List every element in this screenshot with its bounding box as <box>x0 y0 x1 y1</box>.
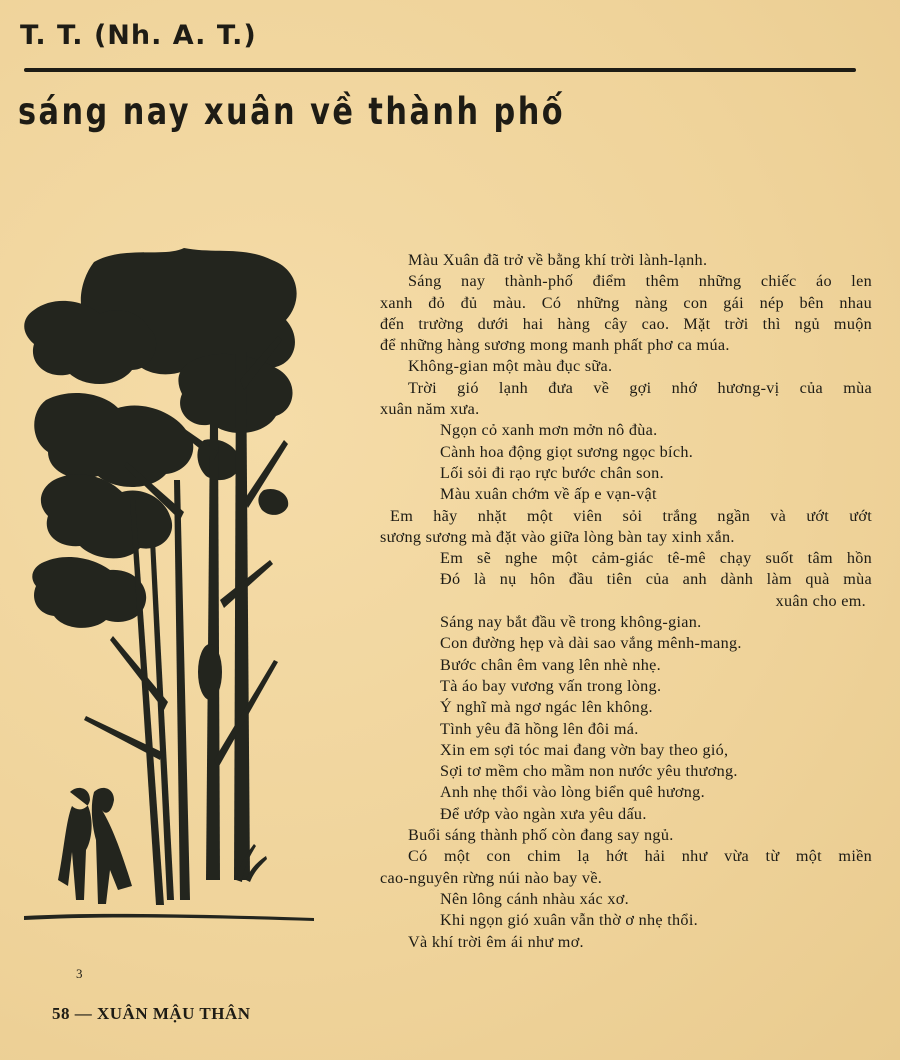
article-title: sáng nay xuân về thành phố <box>18 90 566 133</box>
poem-line: Và khí trời êm ái như mơ. <box>408 932 584 951</box>
poem-line: xanh đỏ đủ màu. Có những nàng con gái nép bên nhau <box>380 293 872 312</box>
folio-mark: 3 <box>76 966 83 981</box>
poem-line: Trời gió lạnh đưa về gợi nhớ hương-vị của mùa <box>408 378 872 397</box>
poem-line: xuân cho em. <box>775 591 866 610</box>
poem-line: Ý nghĩ mà ngơ ngác lên không. <box>440 698 653 717</box>
poem-line: Có một con chim lạ hớt hải như vừa từ một miền <box>408 847 872 866</box>
poem-line: Sợi tơ mềm cho mầm non nước yêu thương. <box>440 762 738 781</box>
poem-line: Sáng nay bắt đầu về trong không-gian. <box>440 613 702 632</box>
poem-line: Không-gian một màu đục sữa. <box>408 357 613 376</box>
poem-body <box>380 250 872 953</box>
poem-line: Khi ngọn gió xuân vẫn thờ ơ nhẹ thổi. <box>440 911 698 930</box>
poem-line: Lối sỏi đi rạo rực bước chân son. <box>440 463 664 482</box>
header-rule <box>24 68 856 72</box>
poem-line: Buổi sáng thành phố còn đang say ngủ. <box>408 826 674 845</box>
poem-line: Em hãy nhặt một viên sỏi trắng ngần và ướt ướt <box>390 506 872 525</box>
poem-line: Con đường hẹp và dài sao vắng mênh-mang. <box>440 634 742 653</box>
poem-line: xuân năm xưa. <box>380 400 480 419</box>
poem-line: Cành hoa động giọt sương ngọc bích. <box>440 442 694 461</box>
poem-line: cao-nguyên rừng núi nào bay về. <box>380 868 603 887</box>
poem-line: Em sẽ nghe một cảm-giác tê-mê chạy suốt tâm hồn <box>440 549 872 568</box>
poem-line: Màu xuân chớm về ấp e vạn-vật <box>440 485 657 504</box>
poem-line: đến trường dưới hai hàng cây cao. Mặt trời thì ngủ muộn <box>380 314 872 333</box>
poem-line: Màu Xuân đã trở về bằng khí trời lành-lạnh. <box>408 251 708 269</box>
poem-line: Xin em sợi tóc mai đang vờn bay theo gió, <box>440 740 729 759</box>
poem-line: để những hàng sương mong manh phất phơ ca múa. <box>380 336 730 355</box>
poem-line: Để ướp vào ngàn xưa yêu dấu. <box>440 804 647 823</box>
poem-line: sương sương mà đặt vào giữa lòng bàn tay xinh xắn. <box>380 527 735 546</box>
poem-line: Bước chân êm vang lên nhè nhẹ. <box>440 655 661 674</box>
poem-line: Sáng nay thành-phố điểm thêm những chiếc áo len <box>408 272 872 291</box>
poem-line: Nên lông cánh nhàu xác xơ. <box>440 889 629 908</box>
poem-line: Anh nhẹ thổi vào lòng biển quê hương. <box>440 783 705 802</box>
page-footer: 58 — XUÂN MẬU THÂN <box>52 1004 251 1023</box>
author-byline: T. T. (Nh. A. T.) <box>20 20 257 51</box>
tree-couple-illustration-icon <box>14 240 324 940</box>
poem-line: Đó là nụ hôn đầu tiên của anh dành làm quà mùa <box>440 570 872 589</box>
poem-line: Ngọn cỏ xanh mơn mởn nô đùa. <box>440 421 658 440</box>
poem-line: Tà áo bay vương vấn trong lòng. <box>440 676 662 695</box>
poem-line: Tình yêu đã hồng lên đôi má. <box>440 719 639 738</box>
